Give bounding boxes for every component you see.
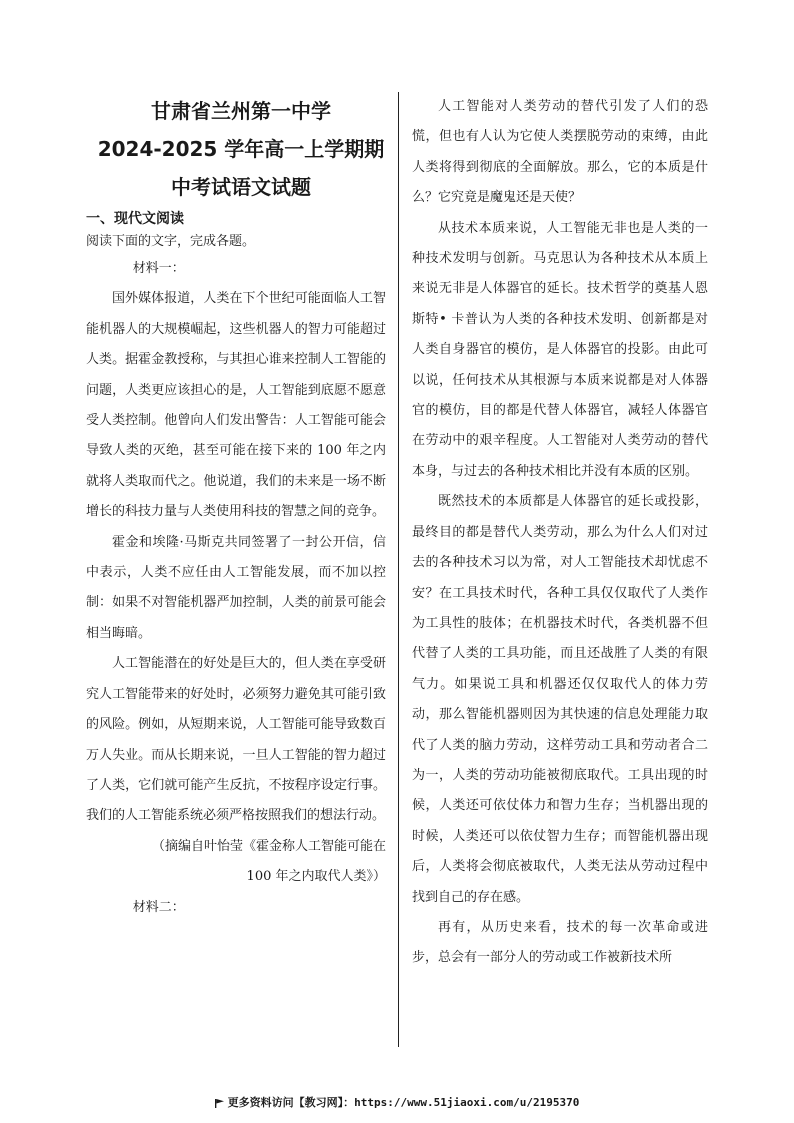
paragraph: 国外媒体报道，人类在下个世纪可能面临人工智能机器人的大规模崛起，这些机器人的智力可能超过人类。据霍金教授称，与其担心谁来控制人工智能的问题，人类更应该担心的是，人工智能到底愿不愿意受人类控制。他曾向人们发出警告：人工智能可能会导致人类的灭绝，甚至可能在接下来的 100 年之内就将人类取而代之。他说道，我们的未来是一场不断增长的科技力量与人类使用科技的智慧之间的竞争。 bbox=[86, 291, 386, 520]
footer-text: 更多资料访问【教习网】：https://www.51jiaoxi.com/u/2195370 bbox=[227, 1096, 580, 1109]
paragraph: 霍金和埃隆·马斯克共同签署了一封公开信，信中表示，人类不应任由人工智能发展，而不加以控制：如果不对智能机器严加控制，人类的前景可能会相当晦暗。 bbox=[86, 534, 386, 641]
section-heading: 一、现代文阅读 bbox=[86, 211, 184, 227]
paragraph: 人工智能对人类劳动的替代引发了人们的恐慌，但也有人认为它使人类摆脱劳动的束缚，由此人类将得到彻底的全面解放。那么，它的本质是什么？它究竟是魔鬼还是天使？ bbox=[412, 99, 708, 206]
footer-link[interactable] bbox=[0, 1094, 794, 1110]
flag-icon bbox=[215, 1099, 224, 1108]
paragraph: 既然技术的本质都是人体器官的延长或投影，最终目的都是替代人类劳动，那么为什么人们对过去的各种技术习以为常，对人工智能技术却忧虑不安？在工具技术时代，各种工具仅仅取代了人类作为工具性的肢体；在机器技术时代，各类机器不但代替了人类的工具功能，而且还战胜了人类的有限气力。如果说工具和机器还仅仅取代人的体力劳动，那么智能机器则因为其快速的信息处理能力取代了人类的脑力劳动，这样劳动工具和劳动者合二为一，人类的劳动功能被彻底取代。工具出现的时候，人类还可依仗体力和智力生存；当机器出现的时候，人类还可以依仗智力生存；而智能机器出现后，人类将会彻底被取代，人类无法从劳动过程中找到自己的存在感。 bbox=[412, 494, 708, 905]
title-line: 2024-2025 学年高一上学期期 bbox=[97, 137, 385, 161]
source-citation: （摘编自叶怡莹《霍金称人工智能可能在 bbox=[151, 838, 386, 854]
right-column bbox=[412, 92, 708, 974]
paragraph: 再有，从历史来看，技术的每一次革命或进步，总会有一部分人的劳动或工作被新技术所 bbox=[412, 919, 708, 966]
paragraph: 人工智能潜在的好处是巨大的，但人类在享受研究人工智能带来的好处时，必须努力避免其可能引致的风险。例如，从短期来说，人工智能可能导致数百万人失业。而从长期来说，一旦人工智能的智力超过了人类，它们就可能产生反抗，不按程序设定行事。我们的人工智能系统必须严格按照我们的想法行动。 bbox=[86, 656, 386, 824]
left-column bbox=[86, 92, 386, 923]
material-label: 材料一： bbox=[132, 261, 185, 276]
material-label: 材料二： bbox=[132, 899, 185, 915]
source-citation: 100 年之内取代人类》） bbox=[246, 869, 386, 885]
instruction: 阅读下面的文字，完成各题。 bbox=[86, 234, 256, 249]
title-line: 甘肃省兰州第一中学 bbox=[151, 99, 331, 123]
paragraph: 从技术本质来说，人工智能无非也是人类的一种技术发明与创新。马克思认为各种技术从本质上来说无非是人体器官的延长。技术哲学的奠基人恩斯特• 卡普认为人类的各种技术发明、创新都是对人类自身器官的模仿，是人体器官的投影。由此可以说，任何技术从其根源与本质来说都是对人体器官的模仿，目的都是代替人体器官，减轻人体器官在劳动中的艰辛程度。人工智能对人类劳动的替代本身，与过去的各种技术相比并没有本质的区别。 bbox=[412, 220, 708, 479]
column-divider bbox=[398, 92, 399, 1047]
title-line: 中考试语文试题 bbox=[171, 175, 311, 199]
page-title bbox=[96, 92, 386, 206]
